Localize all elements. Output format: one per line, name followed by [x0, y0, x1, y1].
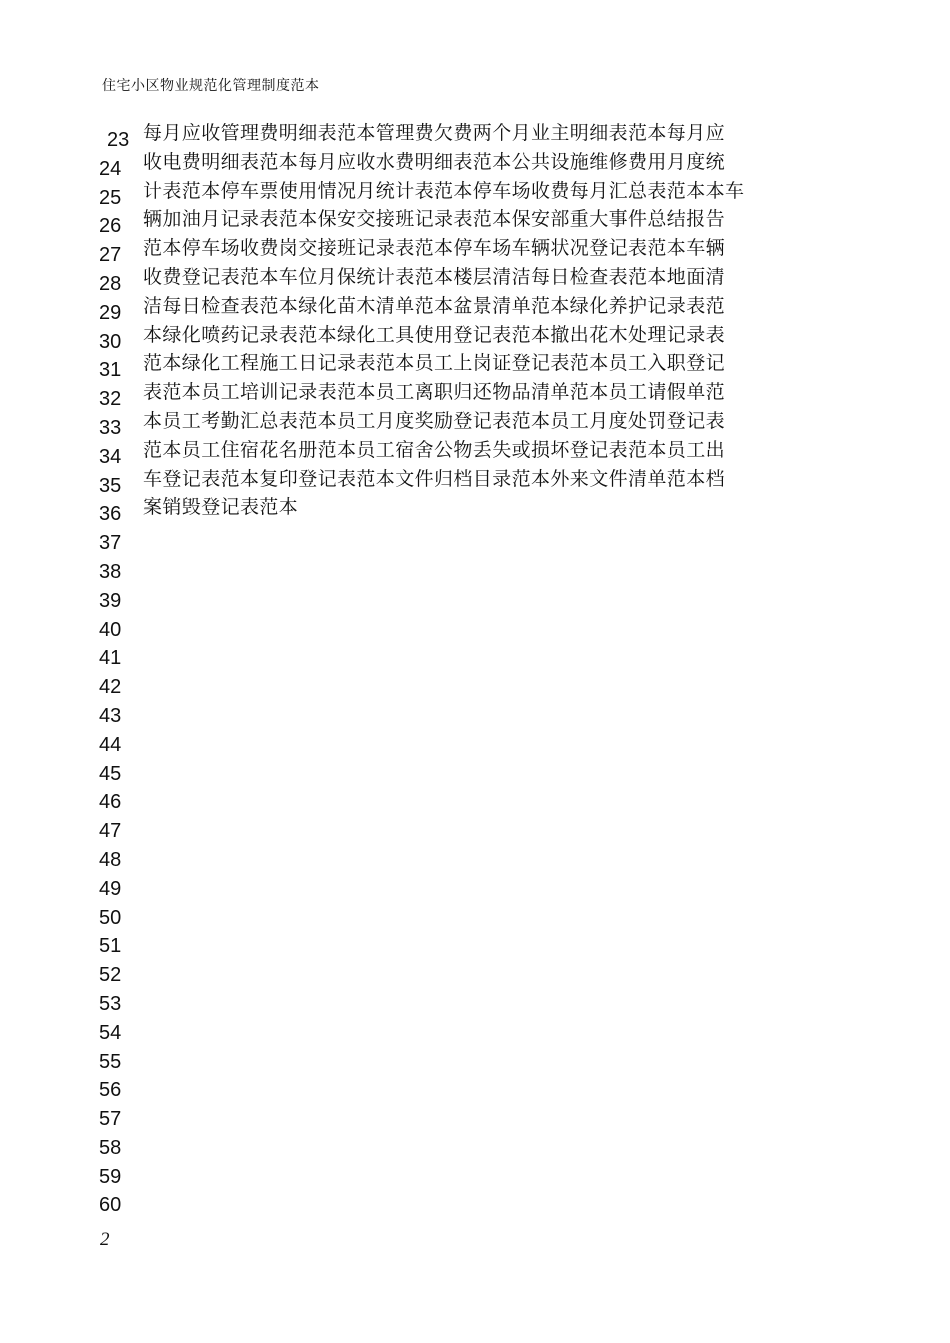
- line-number: 34: [99, 445, 122, 468]
- line-number: 30: [99, 330, 122, 353]
- line-number: 49: [99, 877, 122, 900]
- line-number: 51: [99, 935, 122, 958]
- line-number: 26: [99, 215, 122, 238]
- line-number: 37: [99, 532, 122, 555]
- body-text-line: 范本停车场收费岗交接班记录表范本停车场车辆状况登记表范本车辆: [143, 237, 726, 260]
- body-text-line: 本绿化喷药记录表范本绿化工具使用登记表范本撤出花木处理记录表: [143, 323, 726, 346]
- line-number: 44: [99, 733, 122, 756]
- body-text-line: 计表范本停车票使用情况月统计表范本停车场收费每月汇总表范本本车: [143, 179, 745, 202]
- line-number: 38: [99, 560, 122, 583]
- body-text-line: 收电费明细表范本每月应收水费明细表范本公共设施维修费用月度统: [143, 150, 726, 173]
- line-number: 39: [99, 589, 122, 612]
- page-header-title: 住宅小区物业规范化管理制度范本: [102, 78, 320, 94]
- line-number: 45: [99, 762, 122, 785]
- line-number: 25: [99, 186, 122, 209]
- line-number: 24: [99, 157, 122, 180]
- body-text-line: 收费登记表范本车位月保统计表范本楼层清洁每日检查表范本地面清: [143, 265, 726, 288]
- line-number: 52: [99, 964, 122, 987]
- body-text-line: 本员工考勤汇总表范本员工月度奖励登记表范本员工月度处罚登记表: [143, 409, 726, 432]
- line-number: 43: [99, 704, 122, 727]
- line-number-gutter: [99, 126, 129, 1220]
- body-text-line: 范本绿化工程施工日记录表范本员工上岗证登记表范本员工入职登记: [143, 352, 726, 375]
- line-number: 53: [99, 992, 122, 1015]
- line-number: 50: [99, 906, 122, 929]
- line-number: 33: [99, 416, 122, 439]
- body-text-line: 车登记表范本复印登记表范本文件归档目录范本外来文件清单范本档: [143, 467, 726, 490]
- line-number: 23: [107, 129, 130, 151]
- line-number: 41: [99, 647, 122, 670]
- line-number: 32: [99, 388, 122, 411]
- document-body: [143, 119, 768, 522]
- line-number: 46: [99, 791, 122, 814]
- line-number: 59: [99, 1165, 122, 1188]
- line-number: 29: [99, 301, 122, 324]
- line-number: 42: [99, 676, 122, 699]
- line-number: 27: [99, 244, 122, 267]
- line-number: 54: [99, 1021, 122, 1044]
- line-number: 36: [99, 503, 122, 526]
- line-number: 58: [99, 1136, 122, 1159]
- body-text-line: 辆加油月记录表范本保安交接班记录表范本保安部重大事件总结报告: [143, 208, 726, 231]
- body-text-line: 范本员工住宿花名册范本员工宿舍公物丢失或损坏登记表范本员工出: [143, 438, 726, 461]
- line-number: 28: [99, 272, 122, 295]
- page-number: 2: [100, 1229, 110, 1250]
- body-text-line: 每月应收管理费明细表范本管理费欠费两个月业主明细表范本每月应: [143, 122, 726, 144]
- line-number: 60: [99, 1194, 122, 1217]
- body-text-line: 案销毁登记表范本: [143, 496, 299, 519]
- line-number: 47: [99, 820, 122, 843]
- line-number: 40: [99, 618, 122, 641]
- line-number: 57: [99, 1108, 122, 1131]
- line-number: 55: [99, 1050, 122, 1073]
- body-text-line: 表范本员工培训记录表范本员工离职归还物品清单范本员工请假单范: [143, 381, 726, 404]
- line-number: 35: [99, 474, 122, 497]
- line-number: 31: [99, 359, 122, 382]
- line-number: 48: [99, 848, 122, 871]
- line-number: 56: [99, 1079, 122, 1102]
- body-text-line: 洁每日检查表范本绿化苗木清单范本盆景清单范本绿化养护记录表范: [143, 294, 726, 317]
